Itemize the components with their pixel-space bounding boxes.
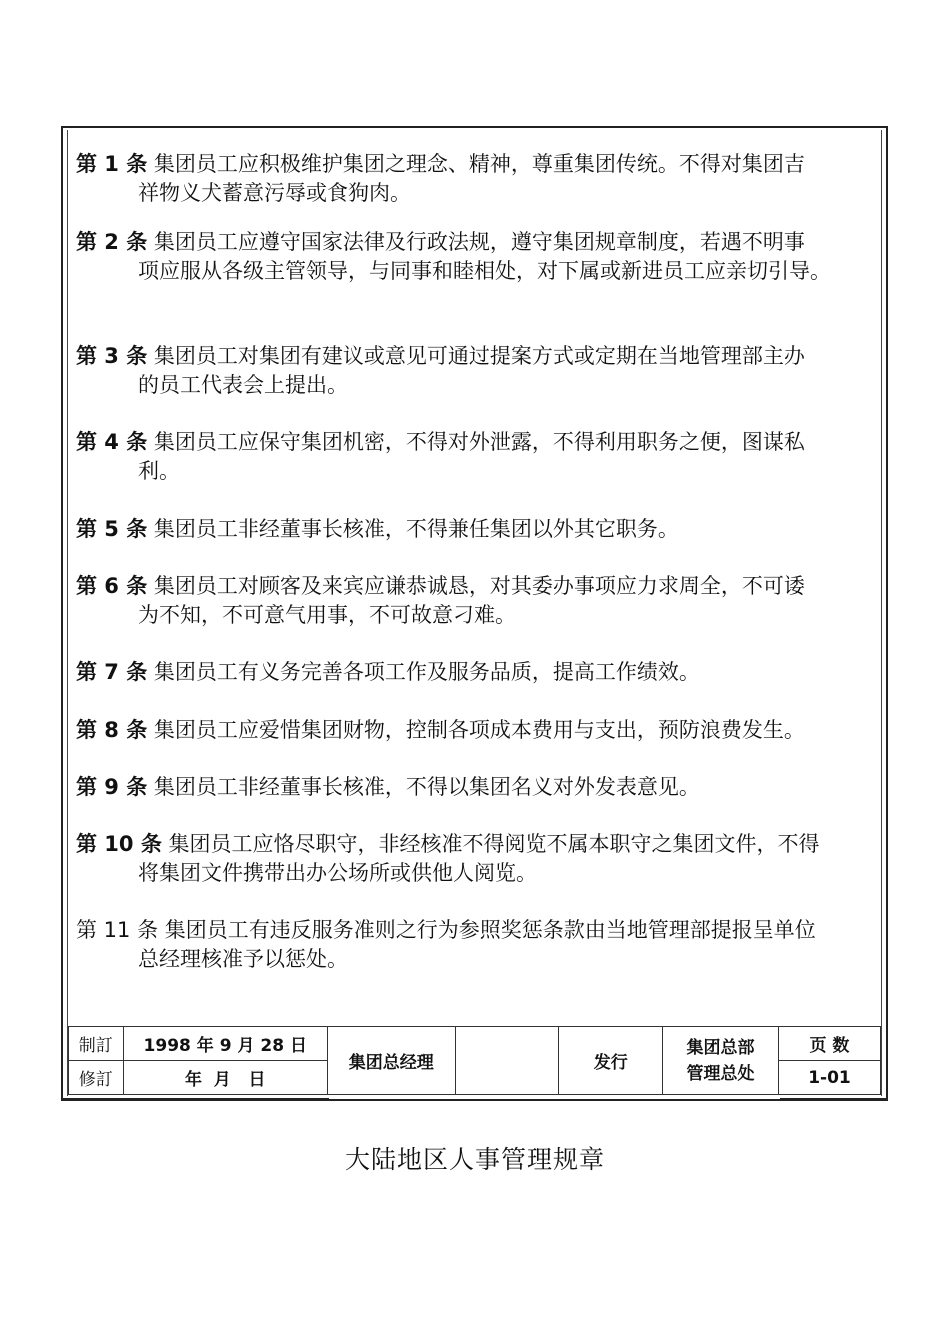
article-4 [76,428,866,486]
article-8 [76,716,866,745]
article-number: 第 10 条 [76,832,162,856]
made-date: 1998 年 9 月 28 日 [123,1027,327,1061]
issuer-line2: 管理总处 [686,1063,755,1084]
footer-table [68,1026,881,1095]
article-number: 第 4 条 [76,430,148,454]
article-9 [76,773,866,802]
article-number: 第 11 条 [76,918,159,942]
article-text-line1: 集团员工非经董事长核准，不得兼任集团以外其它职务。 [153,517,679,541]
article-3 [76,342,866,400]
article-number: 第 6 条 [76,574,148,598]
issuer [663,1027,779,1095]
article-text-line1: 集团员工应保守集团机密，不得对外泄露，不得利用职务之便，图谋私 [153,430,805,454]
article-number: 第 7 条 [76,660,148,684]
revised-label: 修訂 [69,1061,124,1095]
pages-value: 1-01 [778,1061,880,1095]
article-text-line1: 集团员工非经董事长核准，不得以集团名义对外发表意见。 [153,775,700,799]
approver: 集团总经理 [327,1027,455,1095]
article-text-continued: 将集团文件携带出办公场所或供他人阅览。 [138,861,537,885]
article-text-line1: 集团员工对顾客及来宾应谦恭诚恳，对其委办事项应力求周全，不可诿 [153,574,805,598]
article-text-continued: 项应服从各级主管领导，与同事和睦相处，对下属或新进员工应亲切引导。 [138,259,831,283]
pages-label: 页 数 [778,1027,880,1061]
article-text-continued: 利。 [138,459,180,483]
issuer-line1: 集团总部 [686,1037,755,1058]
article-11 [76,916,866,974]
article-text-continued: 总经理核准予以惩处。 [138,947,348,971]
article-7 [76,658,866,687]
article-text-line1: 集团员工应积极维护集团之理念、精神，尊重集团传统。不得对集团吉 [153,152,805,176]
issue-label: 发行 [559,1027,663,1095]
document-title: 大陆地区人事管理规章 [344,1145,605,1174]
made-label: 制訂 [69,1027,124,1061]
article-text-line1: 集团员工对集团有建议或意见可通过提案方式或定期在当地管理部主办 [153,344,805,368]
article-text-continued: 祥物义犬蓄意污辱或食狗肉。 [138,181,411,205]
article-number: 第 5 条 [76,517,148,541]
article-text-continued: 的员工代表会上提出。 [138,373,348,397]
article-1 [76,150,866,208]
approver-signature [455,1027,559,1095]
article-text-line1: 集团员工应爱惜集团财物，控制各项成本费用与支出，预防浪费发生。 [153,718,805,742]
article-10 [76,830,866,888]
article-number: 第 9 条 [76,775,148,799]
article-text-line1: 集团员工应恪尽职守，非经核准不得阅览不属本职守之集团文件，不得 [168,832,820,856]
article-2 [76,228,866,286]
article-6 [76,572,866,630]
article-text-continued: 为不知，不可意气用事，不可故意刁难。 [138,603,516,627]
article-text-line1: 集团员工应遵守国家法律及行政法规，遵守集团规章制度，若遇不明事 [153,230,805,254]
revised-date: 年 月 日 [123,1061,327,1095]
article-5 [76,515,866,544]
article-number: 第 2 条 [76,230,148,254]
article-text-line1: 集团员工有义务完善各项工作及服务品质，提高工作绩效。 [153,660,700,684]
article-number: 第 3 条 [76,344,148,368]
article-text-line1: 集团员工有违反服务准则之行为参照奖惩条款由当地管理部提报呈单位 [164,918,816,942]
article-number: 第 1 条 [76,152,148,176]
frame-bottom-left [61,1098,329,1102]
frame-bottom-right [780,1098,888,1102]
article-number: 第 8 条 [76,718,148,742]
